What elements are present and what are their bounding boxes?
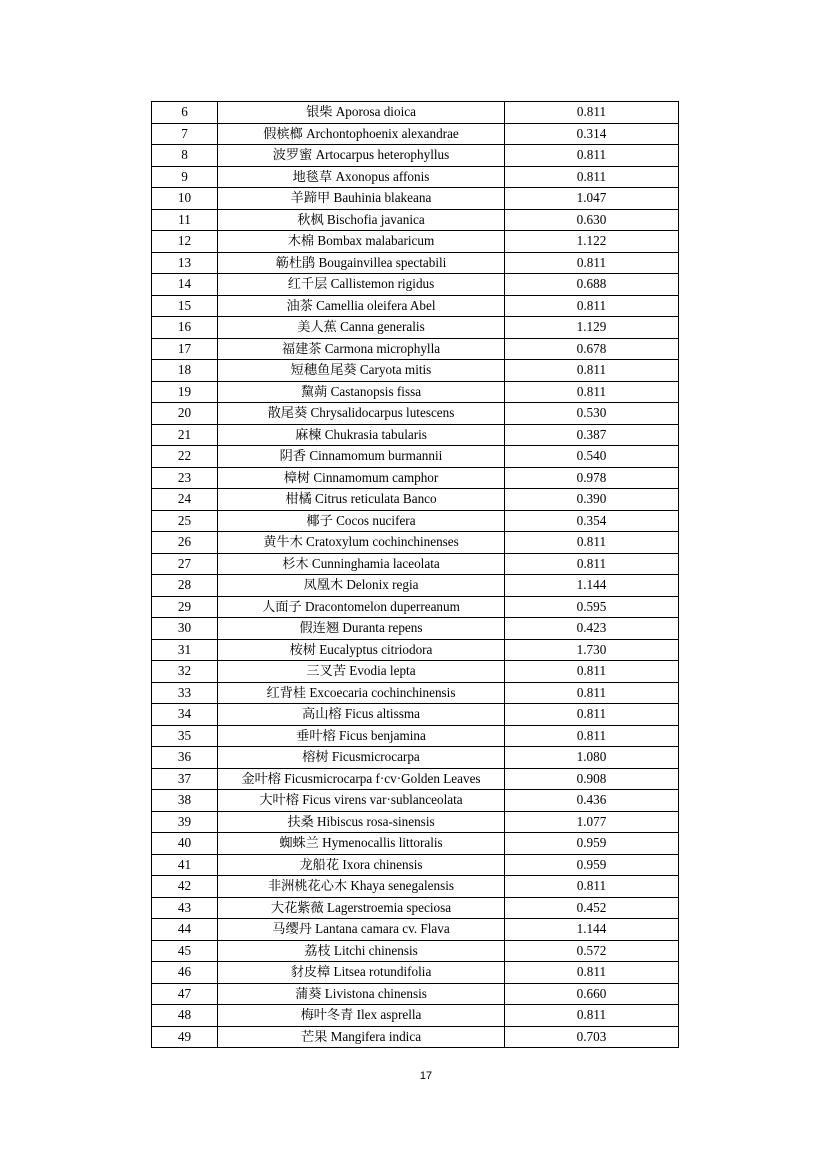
species-name-cell: 蒲葵 Livistona chinensis	[218, 983, 505, 1005]
species-name-cell: 杉木 Cunninghamia laceolata	[218, 553, 505, 575]
species-table-body	[152, 102, 679, 1048]
table-row	[152, 682, 679, 704]
species-name-cell: 垂叶榕 Ficus benjamina	[218, 725, 505, 747]
table-row	[152, 747, 679, 769]
table-row	[152, 876, 679, 898]
table-row	[152, 295, 679, 317]
number-cell: 27	[152, 553, 218, 575]
table-row	[152, 252, 679, 274]
species-name-cell: 扶桑 Hibiscus rosa-sinensis	[218, 811, 505, 833]
number-cell: 28	[152, 575, 218, 597]
number-cell: 25	[152, 510, 218, 532]
table-row	[152, 338, 679, 360]
number-cell: 21	[152, 424, 218, 446]
number-cell: 11	[152, 209, 218, 231]
value-cell: 0.811	[505, 145, 679, 167]
species-name-cell: 红千层 Callistemon rigidus	[218, 274, 505, 296]
species-name-cell: 人面子 Dracontomelon duperreanum	[218, 596, 505, 618]
number-cell: 12	[152, 231, 218, 253]
table-row	[152, 897, 679, 919]
value-cell: 0.811	[505, 102, 679, 124]
value-cell: 0.811	[505, 704, 679, 726]
number-cell: 41	[152, 854, 218, 876]
table-row	[152, 381, 679, 403]
value-cell: 0.811	[505, 252, 679, 274]
table-row	[152, 704, 679, 726]
species-name-cell: 金叶榕 Ficusmicrocarpa f·cv·Golden Leaves	[218, 768, 505, 790]
number-cell: 46	[152, 962, 218, 984]
value-cell: 1.730	[505, 639, 679, 661]
number-cell: 24	[152, 489, 218, 511]
table-row	[152, 510, 679, 532]
number-cell: 35	[152, 725, 218, 747]
table-row	[152, 145, 679, 167]
species-name-cell: 马缨丹 Lantana camara cv. Flava	[218, 919, 505, 941]
table-row	[152, 919, 679, 941]
number-cell: 14	[152, 274, 218, 296]
species-name-cell: 非洲桃花心木 Khaya senegalensis	[218, 876, 505, 898]
value-cell: 0.452	[505, 897, 679, 919]
species-name-cell: 梅叶冬青 Ilex asprella	[218, 1005, 505, 1027]
number-cell: 8	[152, 145, 218, 167]
value-cell: 0.630	[505, 209, 679, 231]
value-cell: 0.354	[505, 510, 679, 532]
number-cell: 9	[152, 166, 218, 188]
species-name-cell: 大花紫薇 Lagerstroemia speciosa	[218, 897, 505, 919]
number-cell: 32	[152, 661, 218, 683]
value-cell: 0.811	[505, 661, 679, 683]
species-name-cell: 凤凰木 Delonix regia	[218, 575, 505, 597]
number-cell: 18	[152, 360, 218, 382]
number-cell: 26	[152, 532, 218, 554]
species-name-cell: 麻楝 Chukrasia tabularis	[218, 424, 505, 446]
species-name-cell: 羊蹄甲 Bauhinia blakeana	[218, 188, 505, 210]
species-name-cell: 木棉 Bombax malabaricum	[218, 231, 505, 253]
table-row	[152, 790, 679, 812]
species-name-cell: 柑橘 Citrus reticulata Banco	[218, 489, 505, 511]
table-row	[152, 188, 679, 210]
number-cell: 15	[152, 295, 218, 317]
table-row	[152, 360, 679, 382]
number-cell: 34	[152, 704, 218, 726]
value-cell: 0.811	[505, 166, 679, 188]
species-name-cell: 桉树 Eucalyptus citriodora	[218, 639, 505, 661]
table-row	[152, 489, 679, 511]
species-name-cell: 榕树 Ficusmicrocarpa	[218, 747, 505, 769]
species-name-cell: 三叉苦 Evodia lepta	[218, 661, 505, 683]
number-cell: 43	[152, 897, 218, 919]
value-cell: 0.436	[505, 790, 679, 812]
value-cell: 0.811	[505, 962, 679, 984]
number-cell: 44	[152, 919, 218, 941]
species-name-cell: 大叶榕 Ficus virens var·sublanceolata	[218, 790, 505, 812]
table-row	[152, 983, 679, 1005]
page-number: 17	[419, 1070, 433, 1082]
value-cell: 0.811	[505, 725, 679, 747]
table-row	[152, 553, 679, 575]
value-cell: 0.811	[505, 360, 679, 382]
value-cell: 1.077	[505, 811, 679, 833]
species-name-cell: 短穗鱼尾葵 Caryota mitis	[218, 360, 505, 382]
table-row	[152, 403, 679, 425]
species-name-cell: 黧蒴 Castanopsis fissa	[218, 381, 505, 403]
value-cell: 1.129	[505, 317, 679, 339]
number-cell: 19	[152, 381, 218, 403]
value-cell: 1.144	[505, 575, 679, 597]
table-row	[152, 575, 679, 597]
table-row	[152, 811, 679, 833]
number-cell: 45	[152, 940, 218, 962]
species-name-cell: 福建茶 Carmona microphylla	[218, 338, 505, 360]
value-cell: 1.144	[505, 919, 679, 941]
species-name-cell: 地毯草 Axonopus affonis	[218, 166, 505, 188]
species-name-cell: 樟树 Cinnamomum camphor	[218, 467, 505, 489]
number-cell: 33	[152, 682, 218, 704]
number-cell: 16	[152, 317, 218, 339]
number-cell: 39	[152, 811, 218, 833]
number-cell: 6	[152, 102, 218, 124]
table-row	[152, 833, 679, 855]
number-cell: 37	[152, 768, 218, 790]
number-cell: 40	[152, 833, 218, 855]
species-name-cell: 美人蕉 Canna generalis	[218, 317, 505, 339]
table-row	[152, 661, 679, 683]
value-cell: 0.572	[505, 940, 679, 962]
table-row	[152, 424, 679, 446]
table-row	[152, 209, 679, 231]
number-cell: 10	[152, 188, 218, 210]
number-cell: 30	[152, 618, 218, 640]
species-table	[151, 101, 679, 1048]
table-row	[152, 962, 679, 984]
species-name-cell: 簕杜鹃 Bougainvillea spectabili	[218, 252, 505, 274]
species-name-cell: 黄牛木 Cratoxylum cochinchinenses	[218, 532, 505, 554]
value-cell: 0.387	[505, 424, 679, 446]
value-cell: 0.390	[505, 489, 679, 511]
number-cell: 48	[152, 1005, 218, 1027]
table-row	[152, 123, 679, 145]
value-cell: 0.811	[505, 682, 679, 704]
species-name-cell: 红背桂 Excoecaria cochinchinensis	[218, 682, 505, 704]
value-cell: 0.595	[505, 596, 679, 618]
value-cell: 0.678	[505, 338, 679, 360]
species-name-cell: 假槟榔 Archontophoenix alexandrae	[218, 123, 505, 145]
species-name-cell: 椰子 Cocos nucifera	[218, 510, 505, 532]
species-name-cell: 阴香 Cinnamomum burmannii	[218, 446, 505, 468]
value-cell: 0.423	[505, 618, 679, 640]
table-row	[152, 596, 679, 618]
species-name-cell: 芒果 Mangifera indica	[218, 1026, 505, 1048]
number-cell: 17	[152, 338, 218, 360]
table-row	[152, 618, 679, 640]
number-cell: 13	[152, 252, 218, 274]
value-cell: 0.660	[505, 983, 679, 1005]
table-row	[152, 446, 679, 468]
value-cell: 0.959	[505, 854, 679, 876]
species-name-cell: 秋枫 Bischofia javanica	[218, 209, 505, 231]
number-cell: 23	[152, 467, 218, 489]
value-cell: 0.959	[505, 833, 679, 855]
species-name-cell: 油茶 Camellia oleifera Abel	[218, 295, 505, 317]
species-name-cell: 波罗蜜 Artocarpus heterophyllus	[218, 145, 505, 167]
table-row	[152, 940, 679, 962]
table-row	[152, 102, 679, 124]
table-row	[152, 166, 679, 188]
value-cell: 0.811	[505, 876, 679, 898]
value-cell: 0.530	[505, 403, 679, 425]
species-name-cell: 散尾葵 Chrysalidocarpus lutescens	[218, 403, 505, 425]
table-row	[152, 467, 679, 489]
number-cell: 20	[152, 403, 218, 425]
table-row	[152, 532, 679, 554]
number-cell: 38	[152, 790, 218, 812]
value-cell: 0.908	[505, 768, 679, 790]
table-row	[152, 725, 679, 747]
table-row	[152, 639, 679, 661]
value-cell: 0.811	[505, 553, 679, 575]
value-cell: 0.314	[505, 123, 679, 145]
value-cell: 0.703	[505, 1026, 679, 1048]
value-cell: 0.688	[505, 274, 679, 296]
table-row	[152, 1005, 679, 1027]
value-cell: 0.811	[505, 295, 679, 317]
number-cell: 29	[152, 596, 218, 618]
value-cell: 0.978	[505, 467, 679, 489]
species-name-cell: 龙船花 Ixora chinensis	[218, 854, 505, 876]
species-name-cell: 银柴 Aporosa dioica	[218, 102, 505, 124]
value-cell: 1.080	[505, 747, 679, 769]
number-cell: 47	[152, 983, 218, 1005]
table-row	[152, 274, 679, 296]
value-cell: 0.811	[505, 381, 679, 403]
value-cell: 0.811	[505, 532, 679, 554]
species-name-cell: 高山榕 Ficus altissma	[218, 704, 505, 726]
value-cell: 1.047	[505, 188, 679, 210]
number-cell: 49	[152, 1026, 218, 1048]
number-cell: 36	[152, 747, 218, 769]
table-row	[152, 854, 679, 876]
species-name-cell: 豺皮樟 Litsea rotundifolia	[218, 962, 505, 984]
number-cell: 31	[152, 639, 218, 661]
value-cell: 0.811	[505, 1005, 679, 1027]
number-cell: 22	[152, 446, 218, 468]
table-row	[152, 317, 679, 339]
value-cell: 0.540	[505, 446, 679, 468]
value-cell: 1.122	[505, 231, 679, 253]
table-row	[152, 231, 679, 253]
table-row	[152, 768, 679, 790]
number-cell: 42	[152, 876, 218, 898]
number-cell: 7	[152, 123, 218, 145]
species-name-cell: 假连翘 Duranta repens	[218, 618, 505, 640]
table-row	[152, 1026, 679, 1048]
species-name-cell: 荔枝 Litchi chinensis	[218, 940, 505, 962]
species-name-cell: 蜘蛛兰 Hymenocallis littoralis	[218, 833, 505, 855]
